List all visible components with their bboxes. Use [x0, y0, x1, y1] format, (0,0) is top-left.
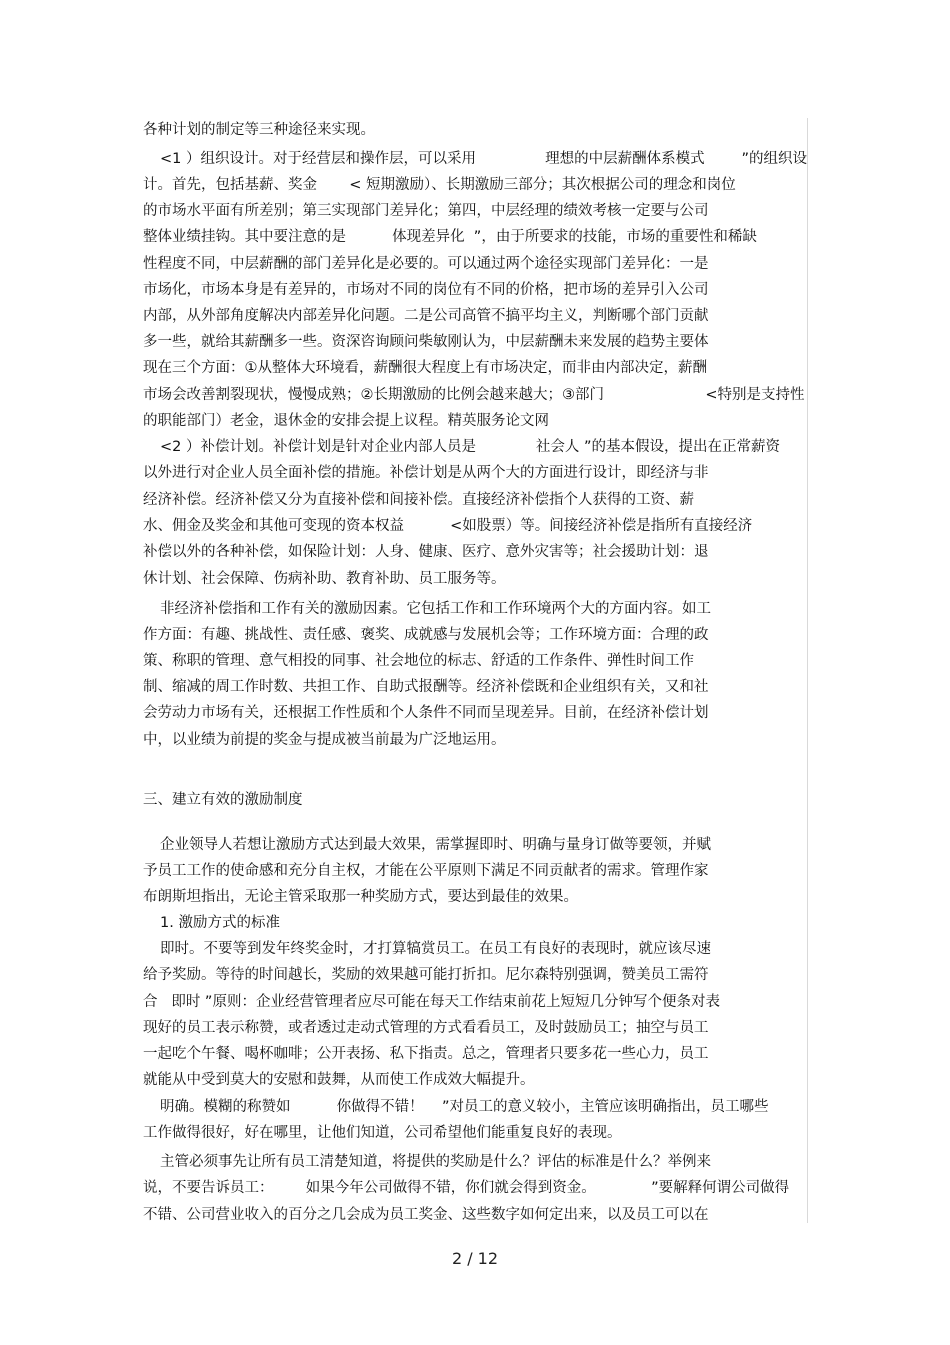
text-line: 多一些，就给其薪酬多一些。资深咨询顾问柴敏刚认为，中层薪酬未来发展的趋势主要体 [143, 334, 709, 350]
text-line: 各种计划的制定等三种途径来实现。 [143, 122, 375, 138]
text-line: 1. 激励方式的标准 [160, 915, 280, 931]
text-line: 休计划、社会保障、伤病补助、教育补助、员工服务等。 [143, 571, 506, 587]
text-line: 非经济补偿指和工作有关的激励因素。它包括工作和工作环境两个大的方面内容。如工 [160, 601, 711, 617]
text-line: 的市场水平面有所差别；第三实现部门差异化；第四，中层经理的绩效考核一定要与公司 [143, 203, 709, 219]
text-line: 会劳动力市场有关，还根据工作性质和个人条件不同而呈现差异。目前，在经济补偿计划 [143, 705, 709, 721]
text-line: 市场会改善割裂现状，慢慢成熟；②长期激励的比例会越来越大；③部门 <特别是支持性 [143, 387, 805, 403]
text-line: 制、缩减的周工作时数、共担工作、自助式报酬等。经济补偿既和企业组织有关，又和社 [143, 679, 709, 695]
text-line: 性程度不同，中层薪酬的部门差异化是必要的。可以通过两个途径实现部门差异化：一是 [143, 256, 709, 272]
text-line: 补偿以外的各种补偿，如保险计划：人身、健康、医疗、意外灾害等；社会援助计划：退 [143, 544, 709, 560]
text-line: 明确。模糊的称赞如 你做得不错！ ”对员工的意义较小，主管应该明确指出，员工哪些 [160, 1099, 769, 1115]
text-line: 内部，从外部角度解决内部差异化问题。二是公司高管不搞平均主义，判断哪个部门贡献 [143, 308, 709, 324]
text-line: 现好的员工表示称赞，或者透过走动式管理的方式看看员工，及时鼓励员工；抽空与员工 [143, 1020, 709, 1036]
text-line: 企业领导人若想让激励方式达到最大效果，需掌握即时、明确与量身订做等要领，并赋 [160, 837, 711, 853]
text-line: 的职能部门）老金，退休金的安排会提上议程。精英服务论文网 [143, 413, 549, 429]
text-line: 合 即时 ”原则：企业经营管理者应尽可能在每天工作结束前花上短短几分钟写个便条对表 [143, 994, 720, 1010]
text-line: 水、佣金及奖金和其他可变现的资本权益 <如股票）等。间接经济补偿是指所有直接经济 [143, 518, 753, 534]
text-line: 中，以业绩为前提的奖金与提成被当前最为广泛地运用。 [143, 732, 506, 748]
text-line: 工作做得很好，好在哪里，让他们知道，公司希望他们能重复良好的表现。 [143, 1125, 622, 1141]
text-line: 经济补偿。经济补偿又分为直接补偿和间接补偿。直接经济补偿指个人获得的工资、薪 [143, 492, 694, 508]
text-line: <1 ）组织设计。对于经营层和操作层，可以采用 理想的中层薪酬体系模式 ”的组织设 [160, 151, 808, 167]
text-line: 就能从中受到莫大的安慰和鼓舞，从而使工作成效大幅提升。 [143, 1072, 535, 1088]
text-line: 整体业绩挂钩。其中要注意的是 体现差异化 ”，由于所要求的技能，市场的重要性和稀缺 [143, 229, 757, 245]
text-line: 给予奖励。等待的时间越长，奖励的效果越可能打折扣。尼尔森特别强调，赞美员工需符 [143, 967, 709, 983]
text-line: 说，不要告诉员工： 如果今年公司做得不错，你们就会得到资金。 ”要解释何谓公司做得 [143, 1180, 790, 1196]
text-line: 予员工工作的使命感和充分自主权，才能在公平原则下满足不同贡献者的需求。管理作家 [143, 863, 709, 879]
text-line: 布朗斯坦指出，无论主管采取那一种奖励方式，要达到最佳的效果。 [143, 889, 578, 905]
page-number: 2 / 12 [451, 1249, 499, 1268]
text-line: <2 ）补偿计划。补偿计划是针对企业内部人员是 社会人 ”的基本假设，提出在正常薪资 [160, 439, 781, 455]
text-line: 以外进行对企业人员全面补偿的措施。补偿计划是从两个大的方面进行设计，即经济与非 [143, 465, 709, 481]
text-line: 三、建立有效的激励制度 [143, 792, 303, 808]
text-line: 不错、公司营业收入的百分之几会成为员工奖金、这些数字如何定出来，以及员工可以在 [143, 1207, 709, 1223]
text-line: 作方面：有趣、挑战性、责任感、褒奖、成就感与发展机会等；工作环境方面：合理的政 [143, 627, 709, 643]
text-line: 即时。不要等到发年终奖金时，才打算犒赏员工。在员工有良好的表现时，就应该尽速 [160, 941, 711, 957]
text-line: 策、称职的管理、意气相投的同事、社会地位的标志、舒适的工作条件、弹性时间工作 [143, 653, 694, 669]
text-line: 现在三个方面：①从整体大环境看，薪酬很大程度上有市场决定，而非由内部决定，薪酬 [143, 360, 707, 376]
text-line: 市场化，市场本身是有差异的，市场对不同的岗位有不同的价格，把市场的差异引入公司 [143, 282, 709, 298]
text-line: 一起吃个午餐、喝杯咖啡；公开表扬、私下指责。总之，管理者只要多花一些心力，员工 [143, 1046, 709, 1062]
page-right-border [807, 118, 808, 1223]
text-line: 主管必须事先让所有员工清楚知道，将提供的奖励是什么？评估的标准是什么？举例来 [160, 1154, 711, 1170]
text-line: 计。首先，包括基薪、奖金 < 短期激励）、长期激励三部分；其次根据公司的理念和岗位 [143, 177, 736, 193]
